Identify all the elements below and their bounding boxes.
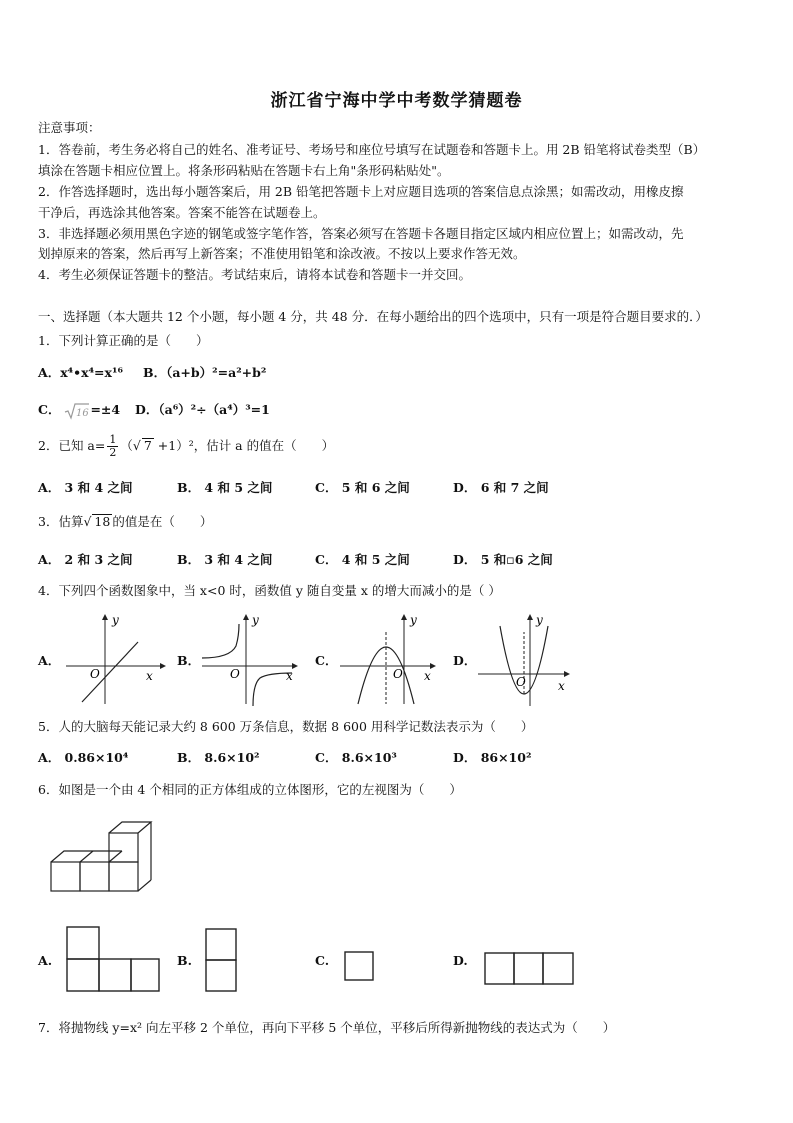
q2-fraction [107, 434, 118, 459]
q6-view-c [342, 949, 378, 985]
q4-graph-b [196, 612, 306, 712]
q3-suffix: 的值是在（ ） [112, 514, 213, 529]
origin-label: O [230, 667, 240, 681]
q1-a-label: A． [38, 365, 61, 380]
q4-stem: 4．下列四个函数图象中，当 x<0 时，函数值 y 随自变量 x 的增大而减小的是（ ） [38, 583, 501, 598]
q1-c-sqrt-image [64, 402, 90, 420]
q1-option-c [38, 399, 120, 420]
y-axis-label: y [252, 613, 259, 627]
x-axis-label: x [558, 679, 565, 693]
q1-c-text: =±4 [90, 402, 121, 417]
q5-stem: 5．人的大脑每天能记录大约 8 600 万条信息，数据 8 600 用科学记数法表示为（ ） [38, 719, 534, 734]
q5-option-b: B． 8.6×10² [177, 750, 260, 765]
q2-stem [38, 432, 334, 460]
q1-b-text: （a+b）²=a²+b² [166, 365, 267, 380]
q3-option-a: A． 2 和 3 之间 [38, 552, 133, 567]
notice-line-1: 1．答卷前，考生务必将自己的姓名、准考证号、考场号和座位号填写在试题卷和答题卡上。用 2B 铅笔将试卷类型（B） [38, 142, 706, 157]
q1-a-text: x⁴•x⁴=x¹⁶ [60, 365, 123, 380]
q2-suffix: +1）²，估计 a 的值在（ ） [153, 438, 335, 453]
q6-stem: 6．如图是一个由 4 个相同的正方体组成的立体图形，它的左视图为（ ） [38, 782, 462, 797]
q4-graph-a [60, 612, 170, 712]
q2-mid: （ [120, 438, 133, 453]
x-axis-label: x [424, 669, 431, 683]
q2-option-b: B． 4 和 5 之间 [177, 480, 273, 495]
y-axis-arrow-icon [527, 614, 533, 620]
q5-option-a: A． 0.86×10⁴ [38, 750, 129, 765]
y-axis-arrow-icon [102, 614, 108, 620]
page-title: 浙江省宁海中学中考数学猜题卷 [270, 91, 523, 111]
q6-label-b: B. [177, 953, 192, 968]
origin-label: O [393, 667, 403, 681]
q3-option-c: C． 4 和 5 之间 [315, 552, 410, 567]
q6-view-a [64, 924, 164, 996]
q4-graph-c [334, 612, 444, 712]
svg-text:16: 16 [76, 407, 90, 419]
q3-option-d: D． 5 和▫6 之间 [453, 552, 553, 567]
x-axis-label: x [146, 669, 153, 683]
x-axis-arrow-icon [160, 663, 166, 669]
q1-stem: 1．下列计算正确的是（ ） [38, 333, 209, 348]
q1-option-b [143, 362, 266, 383]
q1-option-a [38, 362, 123, 383]
q4-label-d: D． [453, 653, 477, 668]
q6-view-d [482, 950, 578, 988]
y-axis-label: y [112, 613, 119, 627]
y-axis-label: y [410, 613, 417, 627]
q6-label-d: D. [453, 953, 468, 968]
q6-view-b [203, 926, 243, 996]
origin-label: O [90, 667, 100, 681]
q5-option-c: C． 8.6×10³ [315, 750, 397, 765]
section-heading: 一、选择题（本大题共 12 个小题，每小题 4 分，共 48 分．在每小题给出的四个选项中，只有一项是符合题目要求的．） [38, 309, 708, 324]
q3-option-b: B． 3 和 4 之间 [177, 552, 273, 567]
q1-d-label: D． [135, 402, 159, 417]
q5-option-d: D． 86×10² [453, 750, 532, 765]
q3-radicand: 18 [94, 514, 111, 529]
q6-label-a: A. [38, 953, 53, 968]
q2-prefix: 2．已知 a= [38, 438, 106, 453]
q3-prefix: 3．估算 [38, 514, 84, 529]
notice-line-7: 4．考生必须保证答题卡的整洁。考试结束后，请将本试卷和答题卡一并交回。 [38, 267, 471, 282]
x-axis-arrow-icon [430, 663, 436, 669]
y-axis-label: y [536, 613, 543, 627]
q1-c-label: C． [38, 402, 61, 417]
q1-d-text: （a⁶）²÷（a⁴）³=1 [158, 402, 270, 417]
q3-stem [38, 511, 212, 532]
x-axis-arrow-icon [292, 663, 298, 669]
q2-radicand: 7 [143, 438, 152, 453]
q6-label-c: C. [315, 953, 330, 968]
parabola-curve [358, 647, 414, 704]
q4-label-a: A． [38, 653, 61, 668]
notice-line-4: 干净后，再选涂其他答案。答案不能答在试题卷上。 [38, 205, 326, 220]
x-axis-arrow-icon [564, 671, 570, 677]
q2-option-a: A． 3 和 4 之间 [38, 480, 133, 495]
notice-line-5: 3．非选择题必须用黑色字迹的钢笔或签字笔作答，答案必须写在答题卡各题目指定区域内相应位置上；如需改动，先 [38, 226, 684, 241]
q7-stem: 7．将抛物线 y=x² 向左平移 2 个单位，再向下平移 5 个单位，平移后所得新抛物线的表达式为（ ） [38, 1020, 616, 1035]
q2-denominator: 2 [109, 446, 117, 459]
q2-option-c: C． 5 和 6 之间 [315, 480, 410, 495]
x-axis-label: x [286, 669, 293, 683]
q3-radical-sign: √ [83, 514, 92, 529]
q2-numerator: 1 [109, 433, 117, 446]
origin-label: O [516, 675, 526, 689]
q1-option-d [135, 399, 270, 420]
q4-label-b: B． [177, 653, 201, 668]
hyperbola-branch-left [202, 624, 239, 658]
notice-line-6: 划掉原来的答案，然后再写上新答案；不准使用铅笔和涂改液。不按以上要求作答无效。 [38, 246, 526, 261]
q1-b-label: B． [143, 365, 167, 380]
q6-solid-figure [46, 816, 166, 896]
q2-radical-sign: √ [132, 438, 141, 453]
y-axis-arrow-icon [243, 614, 249, 620]
notice-line-3: 2．作答选择题时，选出每小题答案后，用 2B 铅笔把答题卡上对应题目选项的答案信息点涂黑；如需改动，用橡皮擦 [38, 184, 684, 199]
y-axis-arrow-icon [401, 614, 407, 620]
q4-graph-d [472, 612, 582, 712]
q4-label-c: C． [315, 653, 338, 668]
notice-heading: 注意事项： [38, 120, 101, 135]
notice-line-2: 填涂在答题卡相应位置上。将条形码粘贴在答题卡右上角"条形码粘贴处"。 [38, 163, 450, 178]
q2-option-d: D． 6 和 7 之间 [453, 480, 549, 495]
